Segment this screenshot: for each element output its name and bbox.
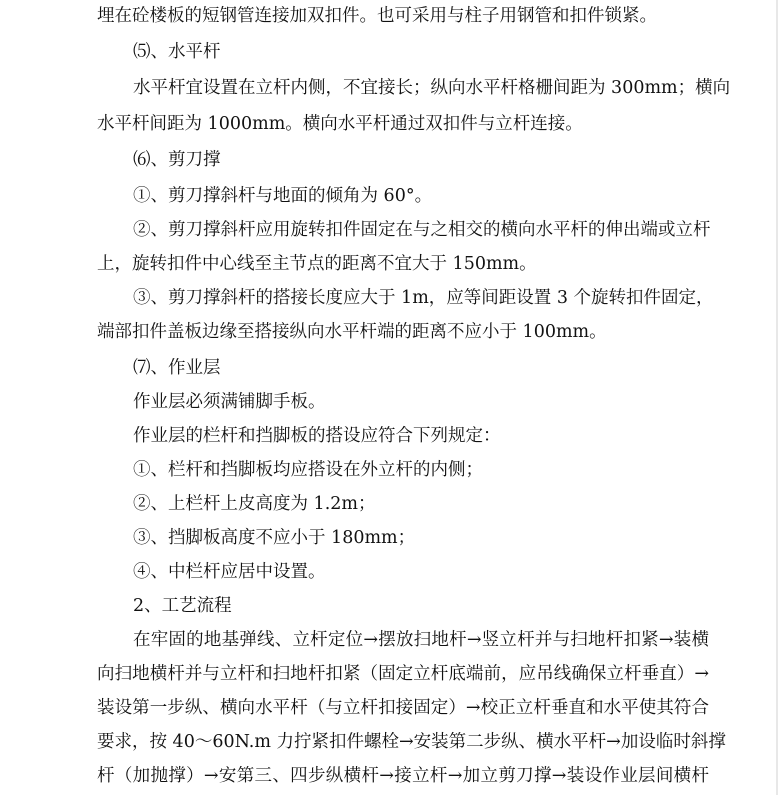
list-item: ①、剪刀撑斜杆与地面的倾角为 60°。 — [133, 186, 433, 206]
text-line: 要求，按 40～60N.m 力拧紧扣件螺栓→安装第二步纵、横水平杆→加设临时斜撑 — [97, 732, 726, 752]
text-line: 埋在砼楼板的短钢管连接加双扣件。也可采用与柱子用钢管和扣件锁紧。 — [97, 6, 657, 26]
list-item: ③、挡脚板高度不应小于 180mm； — [133, 528, 416, 548]
text-line: 上，旋转扣件中心线至主节点的距离不宜大于 150mm。 — [97, 254, 537, 274]
list-item: ④、中栏杆应居中设置。 — [133, 562, 326, 582]
list-item: ②、剪刀撑斜杆应用旋转扣件固定在与之相交的横向水平杆的伸出端或立杆 — [133, 220, 711, 240]
section-heading: ⑹、剪刀撑 — [133, 150, 221, 170]
section-heading: 2、工艺流程 — [133, 596, 232, 616]
list-item: ②、上栏杆上皮高度为 1.2m； — [133, 494, 376, 514]
text-line: 杆（加抛撑）→安第三、四步纵横杆→接立杆→加立剪刀撑→装设作业层间横杆 — [97, 766, 709, 786]
text-line: 水平杆间距为 1000mm。横向水平杆通过双扣件与立杆连接。 — [97, 114, 583, 134]
text-line: 端部扣件盖板边缘至搭接纵向水平杆端的距离不应小于 100mm。 — [97, 322, 607, 342]
text-line: 向扫地横杆并与立杆和扫地杆扣紧（固定立杆底端前，应吊线确保立杆垂直）→ — [97, 664, 709, 684]
text-line: 作业层必须满铺脚手板。 — [133, 392, 326, 412]
text-line: 装设第一步纵、横向水平杆（与立杆扣接固定）→校正立杆垂直和水平使其符合 — [97, 698, 709, 718]
list-item: ③、剪刀撑斜杆的搭接长度应大于 1m，应等间距设置 3 个旋转扣件固定， — [133, 288, 714, 308]
section-heading: ⑸、水平杆 — [133, 42, 221, 62]
section-heading: ⑺、作业层 — [133, 358, 221, 378]
text-line: 在牢固的地基弹线、立杆定位→摆放扫地杆→竖立杆并与扫地杆扣紧→装横 — [133, 630, 709, 650]
text-line: 作业层的栏杆和挡脚板的搭设应符合下列规定： — [133, 426, 501, 446]
text-line: 水平杆宜设置在立杆内侧，不宜接长；纵向水平杆格栅间距为 300mm；横向 — [133, 78, 731, 98]
list-item: ①、栏杆和挡脚板均应搭设在外立杆的内侧； — [133, 460, 483, 480]
